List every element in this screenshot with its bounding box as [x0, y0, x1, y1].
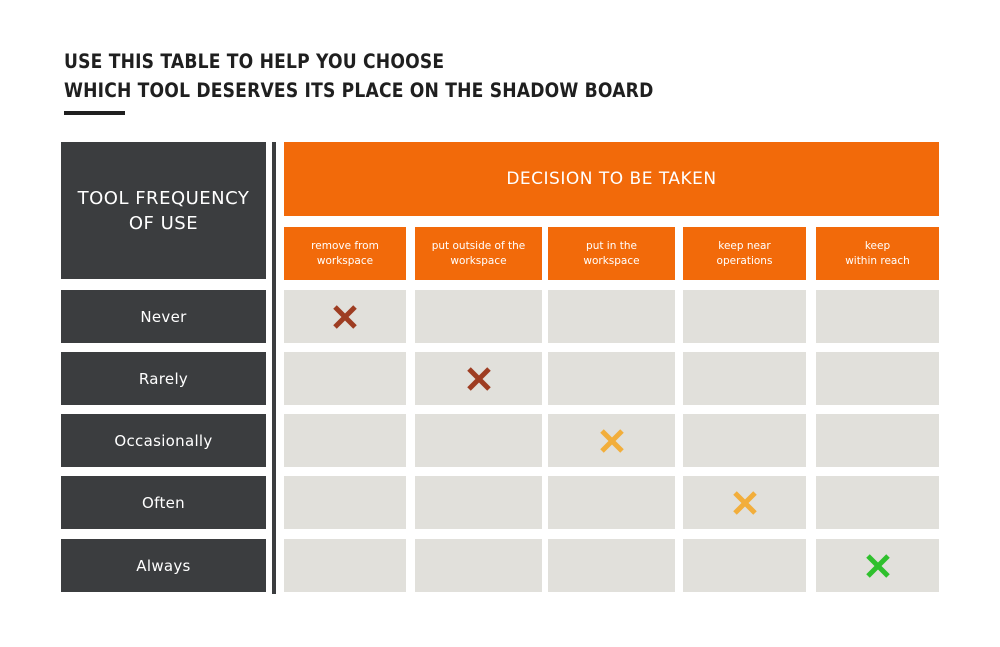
x-mark-icon [466, 366, 492, 392]
column-header-label: keep within reach [845, 239, 910, 267]
x-mark-icon [865, 553, 891, 579]
table-divider [272, 142, 276, 594]
table-cell [415, 476, 542, 529]
table-cell [683, 414, 806, 467]
title-underline [64, 111, 125, 115]
table-cell [548, 476, 675, 529]
row-label [61, 476, 266, 529]
column-header [415, 227, 542, 280]
row-label-text: Never [140, 307, 187, 326]
column-header-label: keep near operations [716, 239, 773, 267]
title-line-1: USE THIS TABLE TO HELP YOU CHOOSE [64, 50, 445, 73]
frequency-header [61, 142, 266, 279]
decision-header [284, 142, 939, 216]
table-cell [816, 352, 939, 405]
column-header-label: put in the workspace [583, 239, 640, 267]
row-label-text: Occasionally [114, 431, 213, 450]
table-cell [816, 414, 939, 467]
column-header-label: remove from workspace [311, 239, 379, 267]
column-header [548, 227, 675, 280]
table-cell [816, 290, 939, 343]
table-cell [816, 476, 939, 529]
row-label-text: Always [136, 556, 191, 575]
table-cell [284, 539, 406, 592]
table-cell [816, 539, 939, 592]
table-cell [415, 539, 542, 592]
page-title [64, 47, 653, 105]
row-label-text: Rarely [138, 369, 189, 388]
table-cell [415, 414, 542, 467]
table-cell [284, 290, 406, 343]
column-header [816, 227, 939, 280]
row-label [61, 290, 266, 343]
row-label-text: Often [142, 493, 185, 512]
table-cell [683, 476, 806, 529]
x-mark-icon [732, 490, 758, 516]
table-cell [683, 290, 806, 343]
table-cell [284, 476, 406, 529]
table-cell [548, 539, 675, 592]
row-label [61, 352, 266, 405]
table-cell [284, 352, 406, 405]
table-cell [548, 290, 675, 343]
table-cell [415, 352, 542, 405]
x-mark-icon [332, 304, 358, 330]
decision-header-label: DECISION TO BE TAKEN [506, 169, 717, 189]
x-mark-icon [599, 428, 625, 454]
column-header [683, 227, 806, 280]
row-label [61, 539, 266, 592]
table-cell [683, 539, 806, 592]
title-line-2: WHICH TOOL DESERVES ITS PLACE ON THE SHADOW BOARD [64, 79, 654, 102]
table-cell [415, 290, 542, 343]
row-label [61, 414, 266, 467]
table-cell [284, 414, 406, 467]
table-cell [548, 414, 675, 467]
frequency-header-label: TOOL FREQUENCY OF USE [77, 187, 250, 234]
table-cell [683, 352, 806, 405]
column-header-label: put outside of the workspace [431, 239, 526, 267]
table-cell [548, 352, 675, 405]
column-header [284, 227, 406, 280]
